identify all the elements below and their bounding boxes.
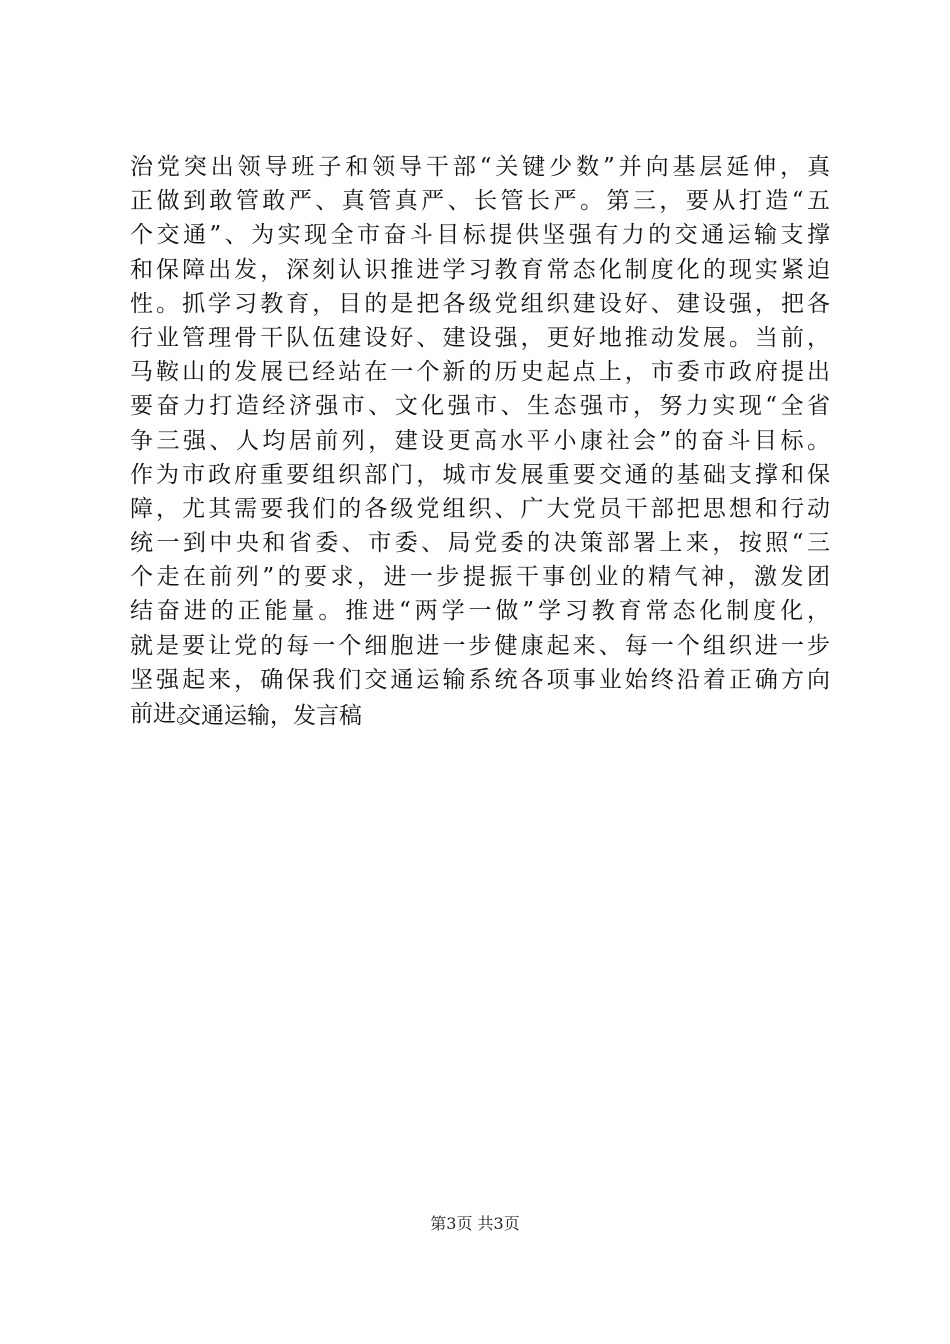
text-line: 障，尤其需要我们的各级党组织、广大党员干部把思想和行动	[130, 495, 830, 522]
text-line: 就是要让党的每一个细胞进一步健康起来、每一个组织进一步	[130, 632, 830, 659]
text-line: 和保障出发，深刻认识推进学习教育常态化制度化的现实紧迫	[130, 256, 830, 283]
text-line-last: 前进。	[130, 701, 199, 727]
text-line: 争三强、人均居前列，建设更高水平小康社会”的奋斗目标。	[130, 427, 830, 454]
text-line: 要奋力打造经济强市、文化强市、生态强市，努力实现“全省	[130, 393, 830, 420]
text-line: 统一到中央和省委、市委、局党委的决策部署上来，按照“三	[130, 530, 830, 557]
body-paragraph	[130, 150, 830, 731]
keywords-line: 交通运输，发言稿	[178, 703, 362, 729]
page-number-footer: 第3页 共3页	[430, 1214, 520, 1233]
text-line: 个交通”、为实现全市奋斗目标提供坚强有力的交通运输支撑	[130, 222, 830, 249]
text-line: 坚强起来，确保我们交通运输系统各项事业始终沿着正确方向	[130, 666, 830, 693]
text-line: 性。抓学习教育，目的是把各级党组织建设好、建设强，把各	[130, 290, 830, 317]
text-line: 个走在前列”的要求，进一步提振干事创业的精气神，激发团	[130, 564, 830, 591]
text-line: 行业管理骨干队伍建设好、建设强，更好地推动发展。当前，	[130, 324, 830, 351]
text-line: 正做到敢管敢严、真管真严、长管长严。第三，要从打造“五	[130, 188, 830, 215]
text-line: 结奋进的正能量。推进“两学一做”学习教育常态化制度化，	[130, 598, 830, 625]
text-line: 作为市政府重要组织部门，城市发展重要交通的基础支撑和保	[130, 461, 830, 488]
text-line: 治党突出领导班子和领导干部“关键少数”并向基层延伸，真	[130, 154, 830, 180]
text-line: 马鞍山的发展已经站在一个新的历史起点上，市委市政府提出	[130, 359, 830, 386]
